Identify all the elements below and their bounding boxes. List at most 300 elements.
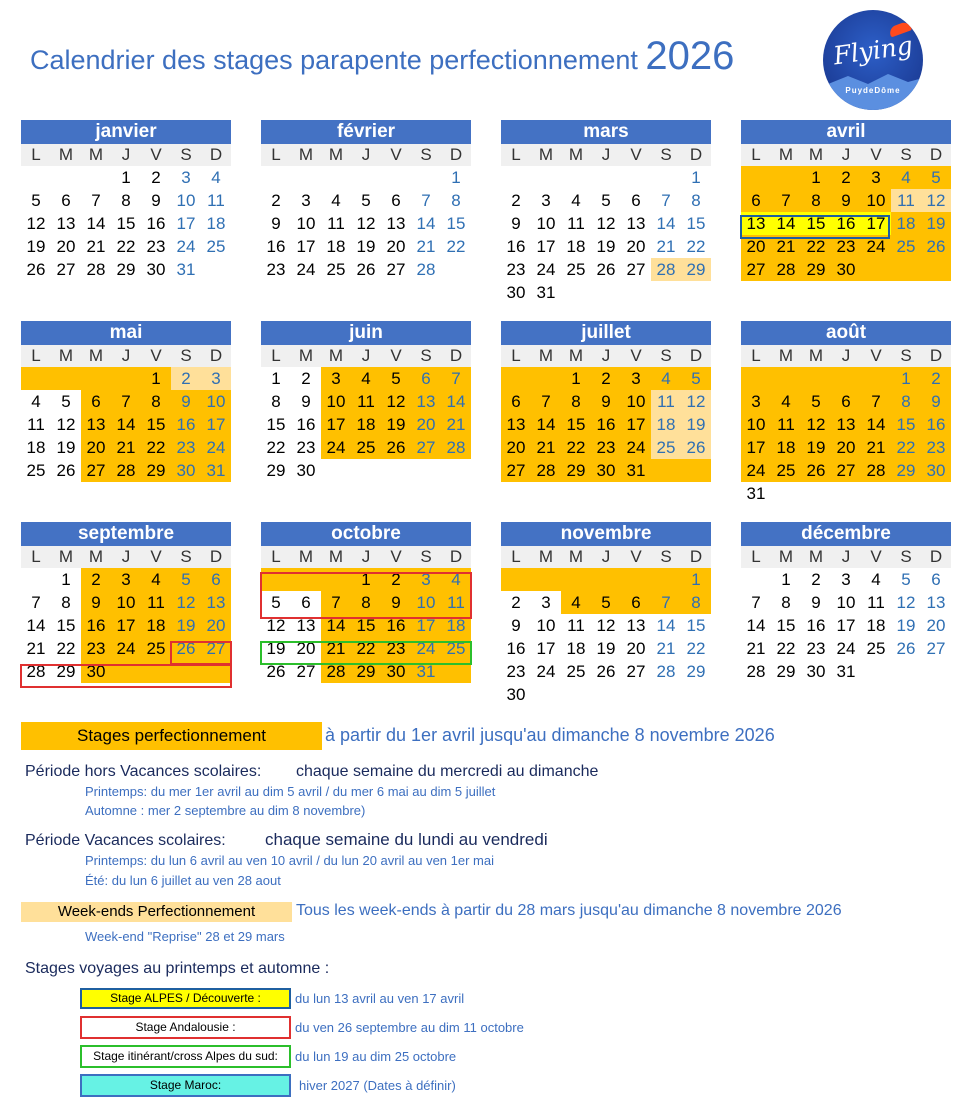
month-name: janvier	[21, 120, 231, 144]
day-cell: 1	[121, 168, 131, 187]
weekday-label: J	[601, 145, 611, 164]
weekday-label: M	[778, 547, 794, 566]
empty-cell	[681, 683, 711, 706]
day-cell: 8	[351, 591, 381, 614]
day-cell: 27	[831, 459, 861, 482]
day-cell: 22	[686, 639, 706, 658]
day-cell: 5	[361, 191, 371, 210]
day-cell: 1	[451, 168, 461, 187]
weekday-label: V	[870, 346, 882, 365]
weekday-label: J	[121, 346, 131, 365]
day-cell: 31	[836, 662, 856, 681]
day-cell: 14	[111, 413, 141, 436]
weekday-label: D	[689, 346, 703, 365]
weekday-label: S	[420, 145, 432, 164]
day-cell: 13	[626, 214, 646, 233]
weekday-label: D	[929, 547, 943, 566]
day-cell: 16	[831, 212, 861, 235]
weekday-label: M	[538, 145, 554, 164]
month-5	[261, 321, 471, 482]
weekday-label: V	[630, 145, 642, 164]
day-cell: 22	[266, 438, 286, 457]
day-cell: 10	[201, 390, 231, 413]
empty-cell	[861, 482, 891, 505]
weekday-label: M	[538, 346, 554, 365]
day-cell: 28	[656, 662, 676, 681]
day-cell: 12	[801, 413, 831, 436]
day-grid	[21, 367, 231, 482]
day-cell: 28	[861, 459, 891, 482]
month-name: septembre	[21, 522, 231, 546]
day-cell: 1	[801, 166, 831, 189]
weekday-label: V	[150, 145, 162, 164]
day-cell: 31	[411, 660, 441, 683]
weekday-label: D	[929, 346, 943, 365]
day-cell: 6	[81, 390, 111, 413]
weekday-label: L	[271, 145, 281, 164]
empty-cell	[741, 367, 771, 390]
day-cell: 19	[356, 237, 376, 256]
empty-cell	[261, 166, 291, 189]
empty-cell	[621, 166, 651, 189]
weekday-label: V	[150, 346, 162, 365]
day-cell: 7	[661, 191, 671, 210]
day-cell: 17	[321, 413, 351, 436]
empty-cell	[51, 367, 81, 390]
empty-cell	[921, 482, 951, 505]
day-cell: 25	[351, 436, 381, 459]
empty-cell	[291, 166, 321, 189]
weekday-label: L	[31, 346, 41, 365]
day-cell: 19	[596, 237, 616, 256]
day-cell: 20	[386, 237, 406, 256]
day-cell: 6	[301, 593, 311, 612]
day-cell: 1	[561, 367, 591, 390]
alpes-legend-text: du lun 13 avril au ven 17 avril	[295, 991, 465, 1006]
day-cell: 4	[651, 367, 681, 390]
month-7	[741, 321, 951, 505]
empty-cell	[921, 660, 951, 683]
empty-cell	[531, 367, 561, 390]
weekday-label: M	[88, 547, 104, 566]
day-cell: 29	[776, 662, 796, 681]
weekday-label: V	[630, 547, 642, 566]
empty-cell	[861, 258, 891, 281]
day-cell: 23	[591, 436, 621, 459]
day-cell: 25	[651, 436, 681, 459]
day-cell: 6	[631, 191, 641, 210]
weekday-label: J	[361, 547, 371, 566]
weekday-label: D	[209, 547, 223, 566]
weekday-label: V	[390, 346, 402, 365]
empty-cell	[771, 166, 801, 189]
month-name: novembre	[501, 522, 711, 546]
day-cell: 25	[206, 237, 226, 256]
day-cell: 14	[416, 214, 436, 233]
day-cell: 5	[681, 367, 711, 390]
month-3	[741, 120, 951, 281]
weekday-label: V	[150, 547, 162, 566]
day-cell: 30	[506, 283, 526, 302]
day-cell: 5	[61, 392, 71, 411]
weekday-header	[741, 546, 951, 568]
weekday-label: M	[328, 346, 344, 365]
empty-cell	[411, 459, 441, 482]
day-cell: 8	[121, 191, 131, 210]
maroc-legend-text: hiver 2027 (Dates à définir)	[299, 1078, 456, 1093]
day-cell: 4	[561, 591, 591, 614]
weekday-label: S	[660, 547, 672, 566]
day-cell: 20	[411, 413, 441, 436]
day-cell: 11	[207, 191, 225, 210]
day-cell: 16	[171, 413, 201, 436]
month-name: mai	[21, 321, 231, 345]
day-cell: 16	[506, 237, 526, 256]
day-cell: 30	[831, 258, 861, 281]
day-cell: 19	[26, 237, 46, 256]
empty-cell	[21, 166, 51, 189]
weekday-label: M	[58, 547, 74, 566]
day-cell: 10	[836, 593, 856, 612]
empty-cell	[651, 281, 681, 304]
day-cell: 1	[681, 568, 711, 591]
day-cell: 24	[201, 436, 231, 459]
day-cell: 20	[501, 436, 531, 459]
day-cell: 22	[776, 639, 796, 658]
day-cell: 29	[681, 258, 711, 281]
empty-cell	[201, 258, 231, 281]
empty-cell	[621, 568, 651, 591]
day-cell: 5	[591, 591, 621, 614]
day-cell: 18	[206, 214, 226, 233]
day-cell: 2	[151, 168, 161, 187]
day-cell: 24	[411, 637, 441, 660]
day-cell: 14	[26, 616, 46, 635]
empty-cell	[891, 258, 921, 281]
day-grid	[741, 367, 951, 505]
day-cell: 19	[801, 436, 831, 459]
day-cell: 27	[296, 662, 316, 681]
day-cell: 12	[381, 390, 411, 413]
day-cell: 28	[651, 258, 681, 281]
empty-cell	[801, 367, 831, 390]
andalousie-legend-swatch: Stage Andalousie :	[80, 1016, 291, 1039]
day-cell: 2	[511, 593, 521, 612]
day-cell: 31	[746, 484, 766, 503]
empty-cell	[321, 166, 351, 189]
day-cell: 25	[891, 235, 921, 258]
day-cell: 22	[351, 637, 381, 660]
day-cell: 29	[561, 459, 591, 482]
day-cell: 6	[621, 591, 651, 614]
andalousie-box-oct	[260, 572, 472, 619]
empty-cell	[651, 166, 681, 189]
day-cell: 26	[596, 662, 616, 681]
weekday-label: L	[511, 547, 521, 566]
month-2	[501, 120, 711, 304]
day-cell: 16	[81, 614, 111, 637]
day-cell: 31	[201, 459, 231, 482]
weekend-legend-swatch: Week-ends Perfectionnement	[21, 902, 292, 922]
day-cell: 25	[326, 260, 346, 279]
logo-text: Flying	[831, 30, 915, 71]
month-1	[261, 120, 471, 281]
day-cell: 23	[506, 260, 526, 279]
day-cell: 9	[831, 189, 861, 212]
empty-cell	[621, 281, 651, 304]
day-cell: 13	[201, 591, 231, 614]
day-cell: 1	[891, 367, 921, 390]
day-cell: 12	[596, 214, 616, 233]
empty-cell	[891, 660, 921, 683]
month-name: juin	[261, 321, 471, 345]
weekday-label: S	[420, 346, 432, 365]
empty-cell	[861, 660, 891, 683]
weekday-label: M	[88, 346, 104, 365]
day-cell: 18	[566, 237, 586, 256]
day-cell: 11	[141, 591, 171, 614]
flying-logo	[823, 10, 923, 110]
empty-cell	[501, 166, 531, 189]
vacances-label: Période Vacances scolaires:	[25, 832, 226, 849]
day-cell: 8	[61, 593, 71, 612]
empty-cell	[21, 568, 51, 591]
day-cell: 24	[741, 459, 771, 482]
day-cell: 4	[571, 191, 581, 210]
weekday-label: L	[31, 145, 41, 164]
day-cell: 25	[26, 461, 46, 480]
day-cell: 21	[771, 235, 801, 258]
weekday-label: V	[390, 145, 402, 164]
day-cell: 18	[141, 614, 171, 637]
day-cell: 16	[381, 614, 411, 637]
day-grid	[741, 568, 951, 683]
weekday-label: M	[808, 547, 824, 566]
day-grid	[261, 166, 471, 281]
weekday-label: L	[511, 145, 521, 164]
day-cell: 6	[61, 191, 71, 210]
day-cell: 26	[921, 235, 951, 258]
empty-cell	[681, 459, 711, 482]
day-cell: 31	[621, 459, 651, 482]
andalousie-legend-text: du ven 26 septembre au dim 11 octobre	[295, 1020, 524, 1035]
weekday-label: D	[209, 346, 223, 365]
day-cell: 9	[381, 591, 411, 614]
day-cell: 28	[416, 260, 436, 279]
month-6	[501, 321, 711, 482]
empty-cell	[531, 683, 561, 706]
day-cell: 8	[781, 593, 791, 612]
day-cell: 18	[566, 639, 586, 658]
day-cell: 24	[536, 662, 556, 681]
day-cell: 3	[411, 568, 441, 591]
day-cell: 26	[681, 436, 711, 459]
day-cell: 15	[116, 214, 136, 233]
day-cell: 2	[831, 166, 861, 189]
weekday-label: S	[420, 547, 432, 566]
day-cell: 2	[171, 367, 201, 390]
day-cell: 9	[271, 214, 281, 233]
day-cell: 1	[781, 570, 791, 589]
day-cell: 8	[801, 189, 831, 212]
weekday-header	[21, 345, 231, 367]
day-cell: 20	[741, 235, 771, 258]
day-cell: 15	[141, 413, 171, 436]
day-cell: 24	[296, 260, 316, 279]
day-cell: 2	[271, 191, 281, 210]
day-cell: 29	[891, 459, 921, 482]
empty-cell	[531, 166, 561, 189]
day-cell: 12	[681, 390, 711, 413]
day-cell: 11	[771, 413, 801, 436]
day-cell: 16	[806, 616, 826, 635]
day-cell: 1	[271, 369, 281, 388]
day-cell: 15	[891, 413, 921, 436]
day-cell: 3	[541, 191, 551, 210]
day-cell: 21	[321, 637, 351, 660]
weekday-label: M	[58, 346, 74, 365]
day-cell: 18	[891, 212, 921, 235]
day-cell: 23	[266, 260, 286, 279]
day-cell: 21	[656, 237, 676, 256]
day-cell: 31	[176, 260, 196, 279]
day-cell: 21	[746, 639, 766, 658]
empty-cell	[561, 683, 591, 706]
weekday-label: L	[751, 547, 761, 566]
day-cell: 5	[921, 166, 951, 189]
title-text: Calendrier des stages parapente perfectionnement	[30, 45, 638, 75]
day-cell: 2	[301, 369, 311, 388]
day-cell: 27	[411, 436, 441, 459]
day-cell: 13	[411, 390, 441, 413]
empty-cell	[831, 367, 861, 390]
day-cell: 28	[86, 260, 106, 279]
hors-vacances-note-1: Printemps: du mer 1er avril au dim 5 avril / du mer 6 mai au dim 5 juillet	[85, 784, 496, 799]
day-cell: 19	[921, 212, 951, 235]
weekday-label: M	[778, 346, 794, 365]
empty-cell	[621, 683, 651, 706]
day-cell: 3	[841, 570, 851, 589]
day-cell: 17	[621, 413, 651, 436]
weekday-label: D	[689, 145, 703, 164]
day-cell: 5	[801, 390, 831, 413]
day-cell: 11	[441, 591, 471, 614]
day-cell: 9	[811, 593, 821, 612]
day-cell: 17	[201, 413, 231, 436]
day-cell: 19	[171, 614, 201, 637]
day-cell: 24	[536, 260, 556, 279]
day-cell: 18	[441, 614, 471, 637]
day-cell: 14	[441, 390, 471, 413]
day-cell: 5	[171, 568, 201, 591]
day-cell: 11	[651, 390, 681, 413]
day-cell: 27	[81, 459, 111, 482]
weekday-label: J	[361, 145, 371, 164]
title-year: 2026	[645, 34, 735, 78]
day-cell: 25	[866, 639, 886, 658]
day-cell: 29	[266, 461, 286, 480]
day-cell: 19	[56, 438, 76, 457]
day-cell: 10	[411, 591, 441, 614]
day-cell: 24	[321, 436, 351, 459]
empty-cell	[501, 367, 531, 390]
weekday-label: M	[88, 145, 104, 164]
day-cell: 16	[506, 639, 526, 658]
day-cell: 17	[836, 616, 856, 635]
weekday-label: M	[538, 547, 554, 566]
day-cell: 10	[176, 191, 196, 210]
day-cell: 3	[301, 191, 311, 210]
day-cell: 13	[741, 212, 771, 235]
day-cell: 5	[271, 593, 281, 612]
day-cell: 14	[656, 616, 676, 635]
day-cell: 27	[56, 260, 76, 279]
day-cell: 15	[351, 614, 381, 637]
day-cell: 16	[266, 237, 286, 256]
day-cell: 9	[81, 591, 111, 614]
day-cell: 18	[26, 438, 46, 457]
weekday-label: D	[689, 547, 703, 566]
day-cell: 2	[381, 568, 411, 591]
empty-cell	[651, 568, 681, 591]
day-cell: 2	[591, 367, 621, 390]
day-cell: 17	[536, 639, 556, 658]
weekday-label: M	[328, 547, 344, 566]
weekday-label: M	[298, 145, 314, 164]
day-cell: 10	[621, 390, 651, 413]
day-cell: 13	[386, 214, 406, 233]
day-cell: 23	[381, 637, 411, 660]
day-cell: 26	[381, 436, 411, 459]
day-cell: 29	[116, 260, 136, 279]
day-cell: 4	[351, 367, 381, 390]
day-cell: 13	[626, 616, 646, 635]
day-cell: 3	[741, 390, 771, 413]
day-cell: 21	[441, 413, 471, 436]
day-cell: 23	[921, 436, 951, 459]
empty-cell	[321, 459, 351, 482]
day-cell: 29	[141, 459, 171, 482]
day-cell: 14	[531, 413, 561, 436]
day-cell: 4	[141, 568, 171, 591]
day-cell: 7	[751, 593, 761, 612]
weekday-label: M	[568, 145, 584, 164]
day-cell: 20	[81, 436, 111, 459]
day-cell: 30	[81, 660, 111, 683]
day-cell: 19	[681, 413, 711, 436]
day-cell: 28	[746, 662, 766, 681]
weekday-label: J	[841, 346, 851, 365]
day-cell: 30	[171, 459, 201, 482]
day-cell: 22	[141, 436, 171, 459]
day-cell: 26	[56, 461, 76, 480]
day-cell: 24	[861, 235, 891, 258]
day-cell: 11	[327, 214, 345, 233]
day-cell: 21	[111, 436, 141, 459]
empty-cell	[831, 482, 861, 505]
day-cell: 13	[831, 413, 861, 436]
day-cell: 3	[181, 168, 191, 187]
day-cell: 20	[296, 639, 316, 658]
day-cell: 18	[326, 237, 346, 256]
empty-cell	[591, 568, 621, 591]
weekday-header	[21, 144, 231, 166]
day-cell: 7	[441, 367, 471, 390]
day-grid	[501, 367, 711, 482]
day-grid	[21, 166, 231, 281]
day-cell: 14	[321, 614, 351, 637]
day-cell: 22	[891, 436, 921, 459]
